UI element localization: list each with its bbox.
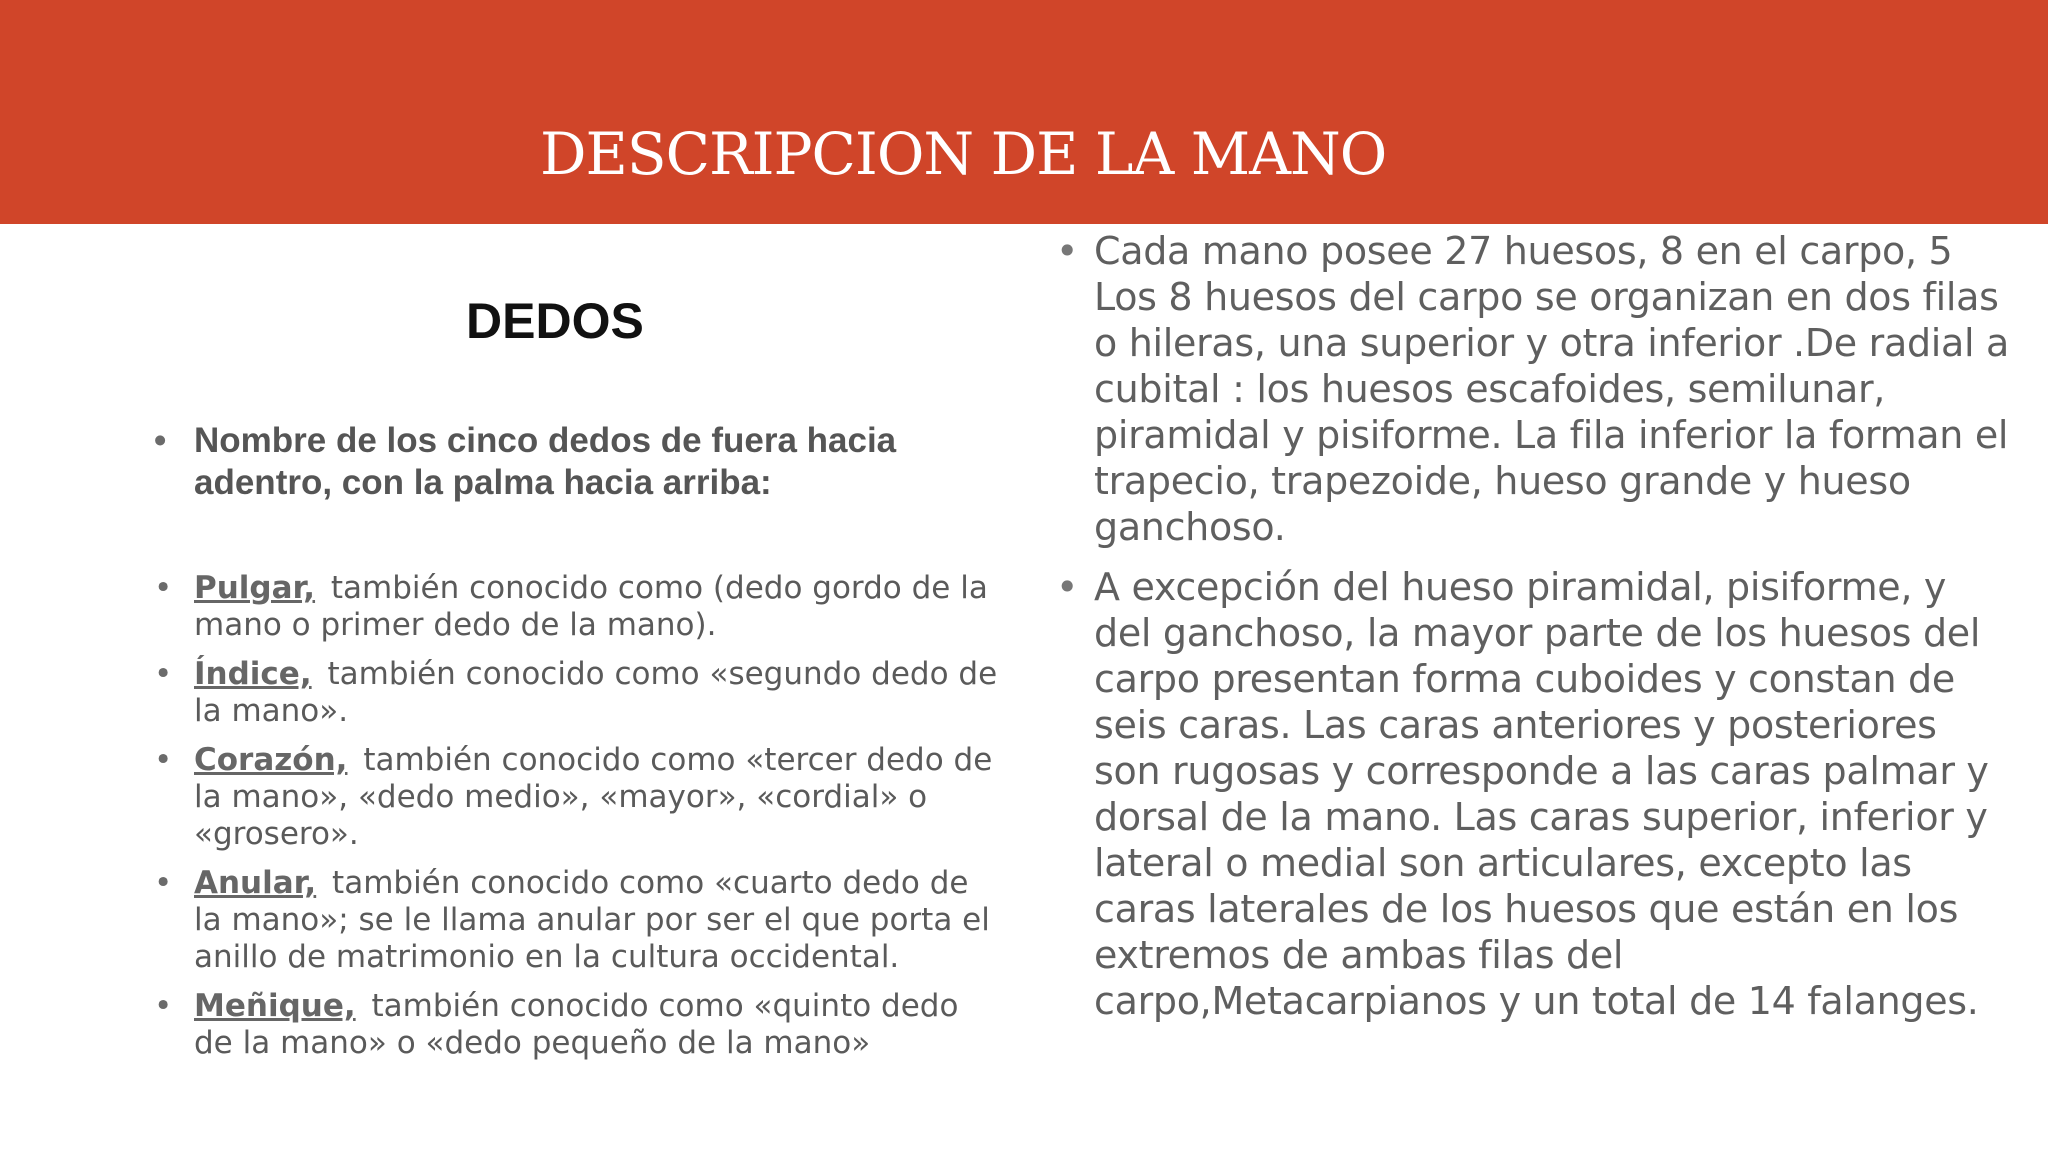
finger-item-pulgar [150,570,1000,644]
slide-title: DESCRIPCION DE LA MANO [540,120,1387,188]
bullet-dot: • [154,570,173,606]
paragraph-text: A excepción del hueso piramidal, pisiforme, y del ganchoso, la mayor parte de los huesos del carpo presentan forma cuboides y constan de seis caras. Las caras anteriores y posteriores son rugosas y corresponde a las caras palmar y dorsal de la mano. Las caras superior, inferior y lateral o medial son articulares, excepto las caras laterales de los huesos que están en los extremos de ambas filas del carpo,Metacarpianos y un total de 14 falanges. [1094,565,1989,1023]
finger-name: Anular, [194,865,317,901]
bullet-dot: • [154,656,173,692]
finger-name: Corazón, [194,742,348,778]
bullet-dot: • [154,421,167,460]
finger-item-menique [150,988,1000,1062]
finger-description: también conocido como «tercer dedo de la mano», «dedo medio», «mayor», «cordial» o «grosero». [194,742,993,852]
finger-description: también conocido como (dedo gordo de la mano o primer dedo de la mano). [194,570,988,643]
finger-description: también conocido como «segundo dedo de la mano». [194,656,998,729]
bullet-dot: • [154,742,173,778]
paragraph-text: Cada mano posee 27 huesos, 8 en el carpo, 5 Los 8 huesos del carpo se organizan en dos filas o hileras, una superior y otra inferior .De radial a cubital : los huesos escafoides, semilunar, piramidal y pisiforme. La fila inferior la forman el trapecio, trapezoide, hueso grande y hueso ganchoso. [1094,229,2010,549]
bones-paragraph-carpo [1052,228,2012,550]
finger-item-corazon [150,742,1000,853]
finger-name: Pulgar, [194,570,316,606]
bullet-dot: • [154,988,173,1024]
finger-item-anular [150,865,1000,976]
finger-name: Índice, [194,656,312,692]
intro-text: Nombre de los cinco dedos de fuera hacia adentro, con la palma hacia arriba: [194,421,897,502]
bones-paragraph-caras [1052,564,2012,1024]
bullet-dot: • [1056,229,1079,273]
bullet-dot: • [154,865,173,901]
bones-description [1052,228,2012,1148]
finger-name: Meñique, [194,988,356,1024]
intro-bullet [150,420,1000,504]
finger-item-indice [150,656,1000,730]
finger-description: también conocido como «quinto dedo de la mano» o «dedo pequeño de la mano» [194,988,959,1061]
section-heading-dedos: DEDOS [466,293,644,349]
bullet-dot: • [1056,565,1079,609]
title-band [0,0,2048,224]
fingers-list [150,420,1000,1074]
finger-description: también conocido como «cuarto dedo de la mano»; se le llama anular por ser el que porta el anillo de matrimonio en la cultura occidental. [194,865,990,975]
